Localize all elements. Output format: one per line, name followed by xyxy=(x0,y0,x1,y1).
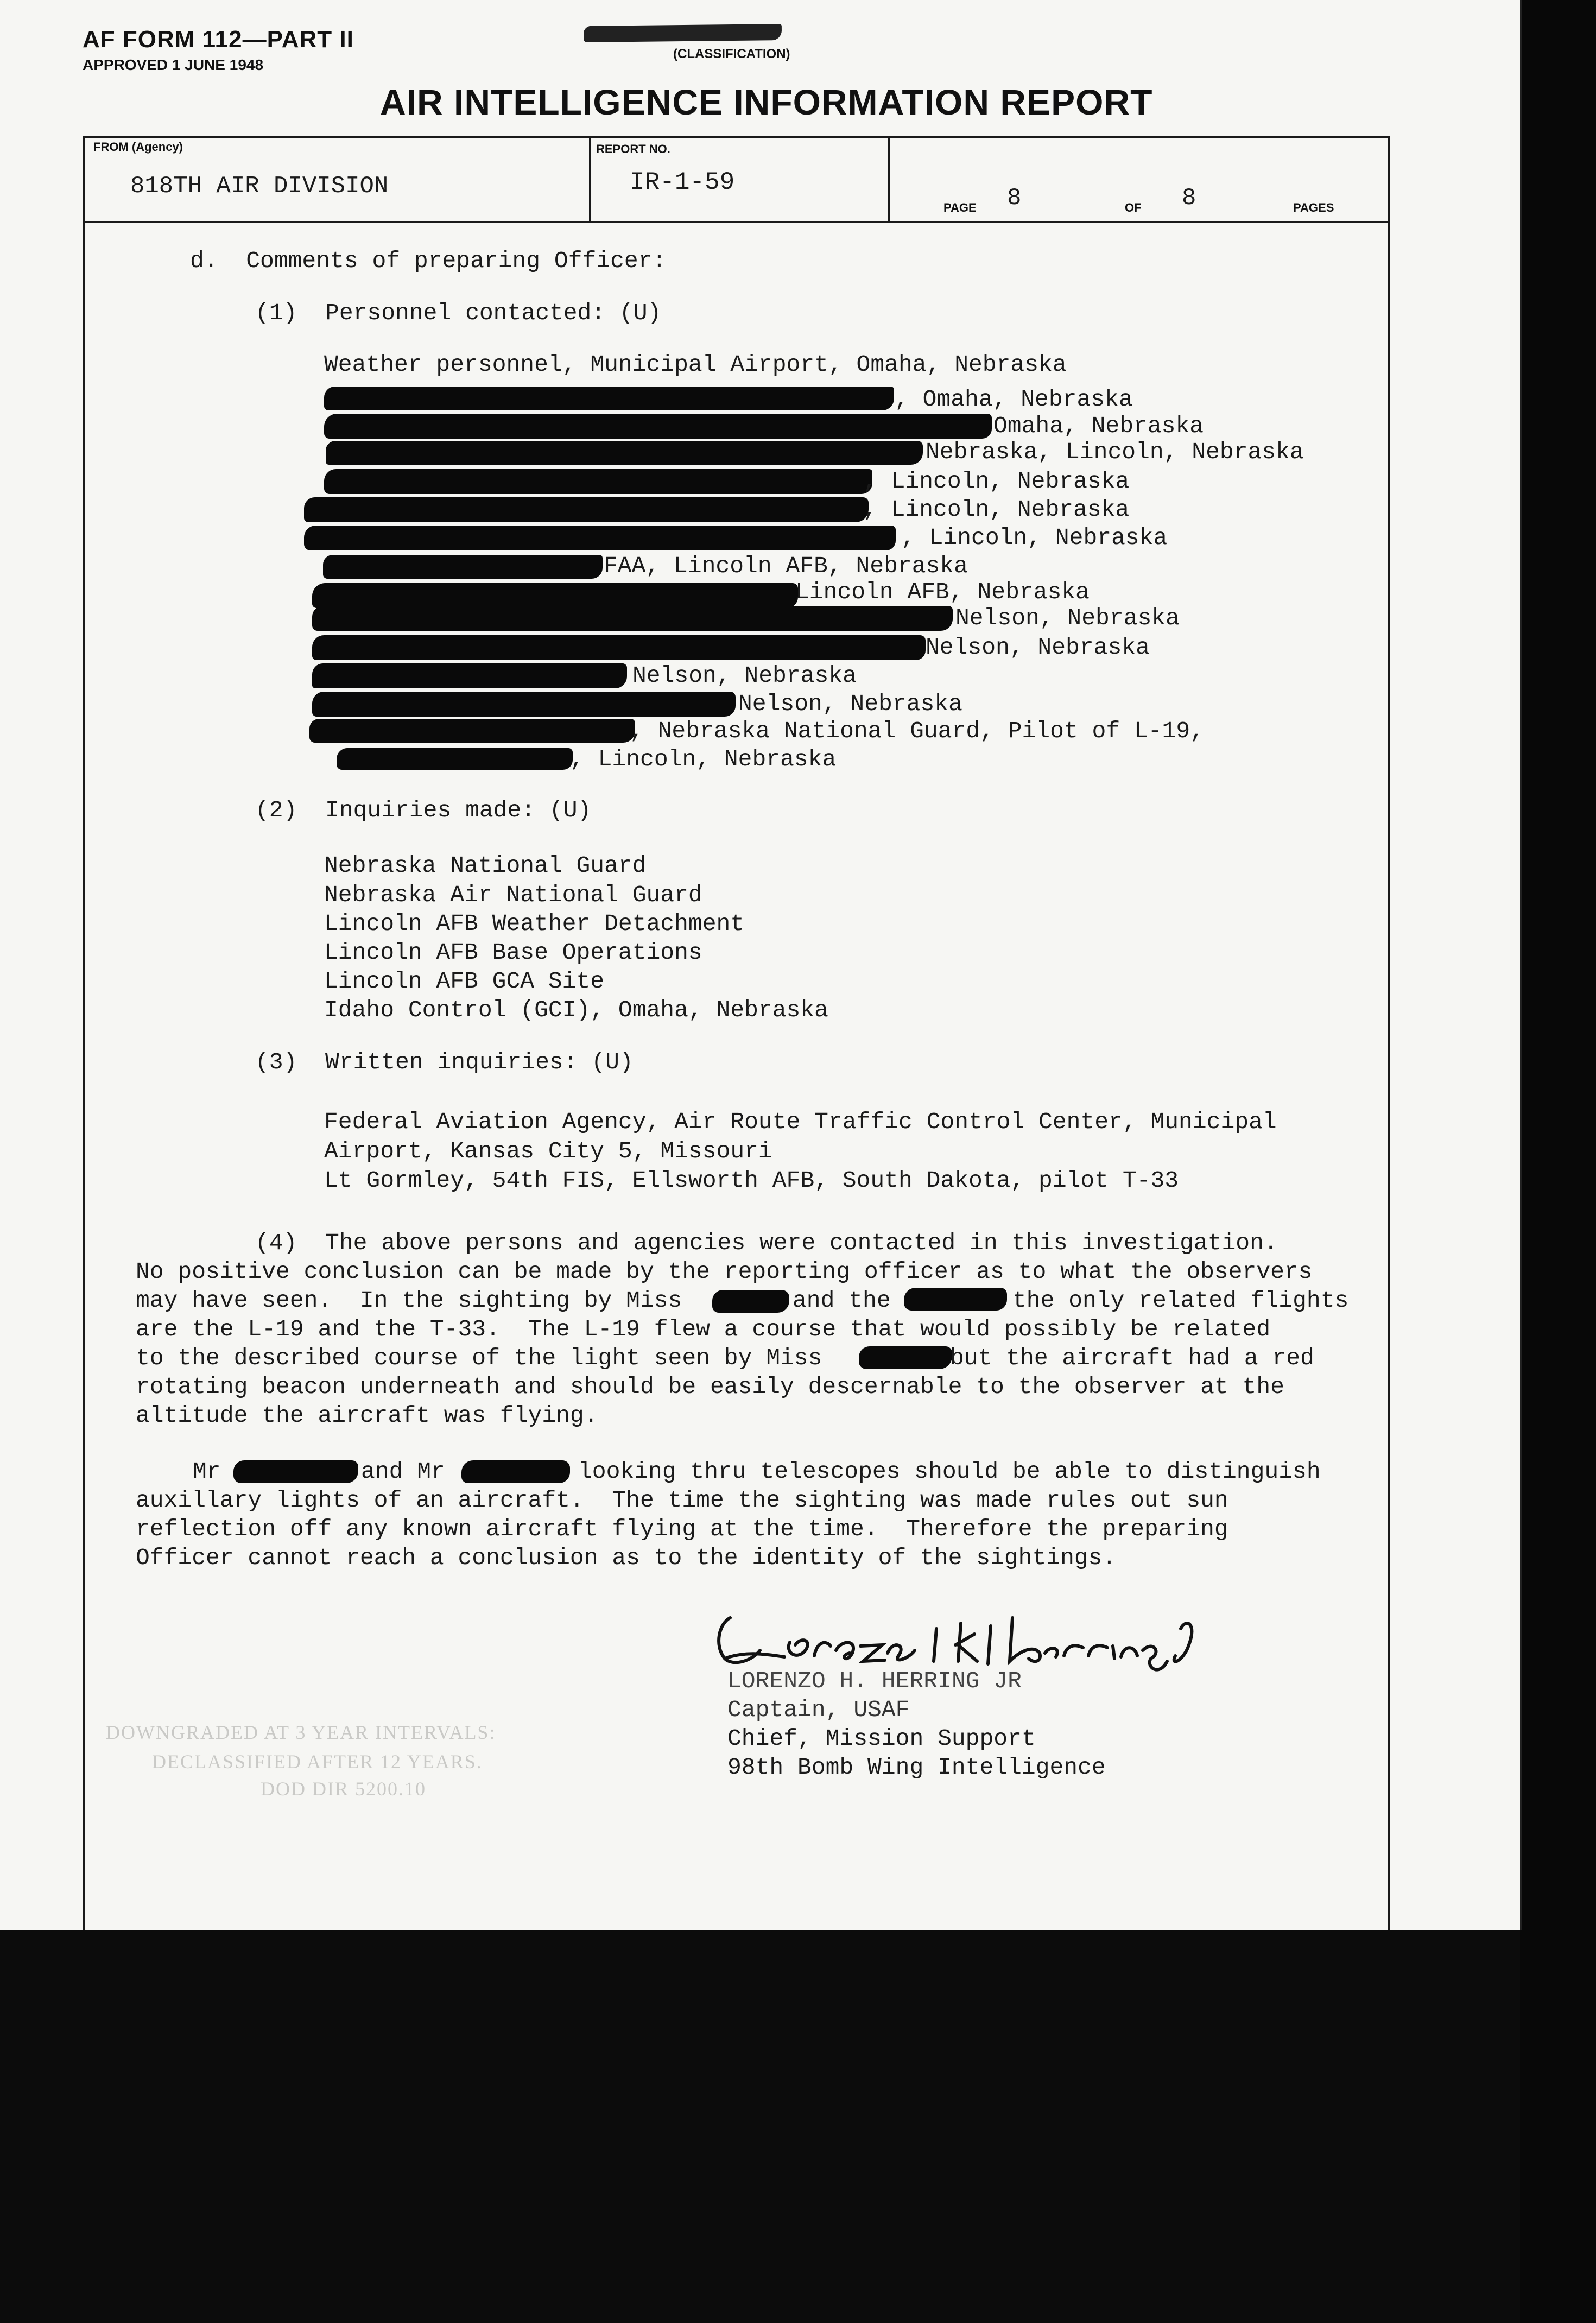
paragraph-line: reflection off any known aircraft flying at the time. Therefore the preparing xyxy=(136,1516,1228,1542)
declassification-stamp: DOWNGRADED AT 3 YEAR INTERVALS: xyxy=(106,1721,496,1743)
signer-position: Chief, Mission Support xyxy=(727,1725,1036,1752)
inquiry-entry: Lincoln AFB Base Operations xyxy=(324,939,702,966)
form-approval-date: APPROVED 1 JUNE 1948 xyxy=(83,56,264,73)
paragraph-line: altitude the aircraft was flying. xyxy=(136,1402,598,1429)
report-title: AIR INTELLIGENCE INFORMATION REPORT xyxy=(380,82,1153,122)
personnel-entry: Nebraska, Lincoln, Nebraska xyxy=(926,439,1304,465)
paragraph-line: (4) The above persons and agencies were contacted in this investigation. xyxy=(255,1230,1278,1256)
redaction-bar xyxy=(312,583,798,608)
redaction-bar xyxy=(337,748,573,770)
redaction-bar xyxy=(326,441,923,465)
redaction-bar xyxy=(312,606,953,631)
personnel-entry: Nelson, Nebraska xyxy=(738,691,962,717)
redaction-bar xyxy=(312,663,627,688)
personnel-entry: Weather personnel, Municipal Airport, Omaha, Nebraska xyxy=(324,351,1067,378)
redaction-bar xyxy=(304,497,869,522)
personnel-entry: Lincoln AFB, Nebraska xyxy=(795,579,1090,605)
page-number-value: 8 xyxy=(1007,185,1022,212)
paragraph-line: may have seen. In the sighting by Miss xyxy=(136,1287,682,1314)
personnel-entry: , Lincoln, Nebraska xyxy=(901,524,1168,551)
redaction-bar xyxy=(324,414,992,439)
personnel-entry: , Lincoln, Nebraska xyxy=(863,468,1130,495)
page-count-value: 8 xyxy=(1182,185,1196,212)
from-agency-value: 818TH AIR DIVISION xyxy=(130,173,389,200)
report-number-label: REPORT NO. xyxy=(596,142,670,156)
page-label: PAGE xyxy=(943,201,977,214)
paragraph-fragment: but the aircraft had a red xyxy=(950,1345,1314,1371)
field-divider xyxy=(888,138,890,222)
inquiry-entry: Nebraska Air National Guard xyxy=(324,882,702,908)
signer-name: LORENZO H. HERRING JR xyxy=(727,1668,1022,1694)
inquiry-entry: Lincoln AFB GCA Site xyxy=(324,968,605,995)
personnel-entry: Nelson, Nebraska xyxy=(955,605,1180,631)
written-inquiry-entry: Federal Aviation Agency, Air Route Traffic Control Center, Municipal xyxy=(324,1109,1277,1135)
inquiry-entry: Idaho Control (GCI), Omaha, Nebraska xyxy=(324,997,828,1023)
redaction-bar xyxy=(312,692,736,717)
inquiry-entry: Nebraska National Guard xyxy=(324,852,647,879)
declassification-stamp: DOD DIR 5200.10 xyxy=(261,1778,426,1800)
item-heading: (1) Personnel contacted: (U) xyxy=(255,300,662,326)
redaction-bar xyxy=(324,387,894,410)
written-inquiry-entry: Lt Gormley, 54th FIS, Ellsworth AFB, South Dakota, pilot T-33 xyxy=(324,1167,1179,1194)
redaction-bar xyxy=(233,1460,358,1483)
classification-label: (CLASSIFICATION) xyxy=(673,47,790,61)
personnel-entry: , Lincoln, Nebraska xyxy=(570,746,837,773)
personnel-entry: Omaha, Nebraska xyxy=(993,413,1204,439)
report-number-value: IR-1-59 xyxy=(630,168,735,197)
personnel-entry: FAA, Lincoln AFB, Nebraska xyxy=(604,553,968,579)
redaction-bar xyxy=(304,526,896,550)
section-heading: d. Comments of preparing Officer: xyxy=(190,248,667,274)
personnel-entry: , Nebraska National Guard, Pilot of L-19, xyxy=(630,718,1204,744)
redaction-bar xyxy=(323,555,603,579)
form-name: AF FORM 112—PART II xyxy=(83,26,354,53)
paragraph-fragment: the only related flights xyxy=(1012,1287,1349,1314)
redaction-bar xyxy=(324,469,872,494)
field-divider xyxy=(589,138,591,222)
personnel-entry: Nelson, Nebraska xyxy=(926,634,1150,661)
scan-background xyxy=(0,1930,1520,2323)
redaction-bar xyxy=(312,635,926,660)
paragraph-line: rotating beacon underneath and should be easily descernable to the observer at the xyxy=(136,1373,1284,1400)
paragraph-fragment: looking thru telescopes should be able to distinguish xyxy=(578,1458,1321,1485)
signer-unit: 98th Bomb Wing Intelligence xyxy=(727,1754,1106,1781)
personnel-entry: , Lincoln, Nebraska xyxy=(863,496,1130,523)
personnel-entry: Nelson, Nebraska xyxy=(632,662,857,689)
redaction-bar xyxy=(859,1346,952,1369)
pages-label: PAGES xyxy=(1293,201,1334,214)
redaction-bar xyxy=(904,1288,1007,1311)
header-divider xyxy=(83,221,1390,223)
handwritten-signature xyxy=(708,1585,1240,1678)
written-inquiry-entry: Airport, Kansas City 5, Missouri xyxy=(324,1138,772,1164)
of-label: OF xyxy=(1125,201,1142,214)
paragraph-line: Officer cannot reach a conclusion as to the identity of the sightings. xyxy=(136,1545,1117,1571)
paragraph-fragment: Mr xyxy=(193,1458,221,1485)
paragraph-line: No positive conclusion can be made by the reporting officer as to what the observers xyxy=(136,1258,1313,1285)
paragraph-line: to the described course of the light seen by Miss xyxy=(136,1345,822,1371)
redaction-bar xyxy=(712,1290,789,1313)
paragraph-line: auxillary lights of an aircraft. The time the sighting was made rules out sun xyxy=(136,1487,1228,1514)
signer-rank: Captain, USAF xyxy=(727,1697,910,1723)
paragraph-fragment: and the xyxy=(793,1287,891,1314)
declassification-stamp: DECLASSIFIED AFTER 12 YEARS. xyxy=(152,1751,483,1773)
item-heading: (3) Written inquiries: (U) xyxy=(255,1049,634,1075)
inquiry-entry: Lincoln AFB Weather Detachment xyxy=(324,910,745,937)
paragraph-fragment: and Mr xyxy=(361,1458,445,1485)
redaction-bar xyxy=(461,1460,570,1483)
personnel-entry: , Omaha, Nebraska xyxy=(895,386,1133,413)
item-heading: (2) Inquiries made: (U) xyxy=(255,797,592,824)
classification-redaction-mark xyxy=(584,24,782,42)
redaction-bar xyxy=(309,719,635,743)
from-agency-label: FROM (Agency) xyxy=(93,140,183,154)
paragraph-line: are the L-19 and the T-33. The L-19 flew a course that would possibly be related xyxy=(136,1316,1271,1343)
